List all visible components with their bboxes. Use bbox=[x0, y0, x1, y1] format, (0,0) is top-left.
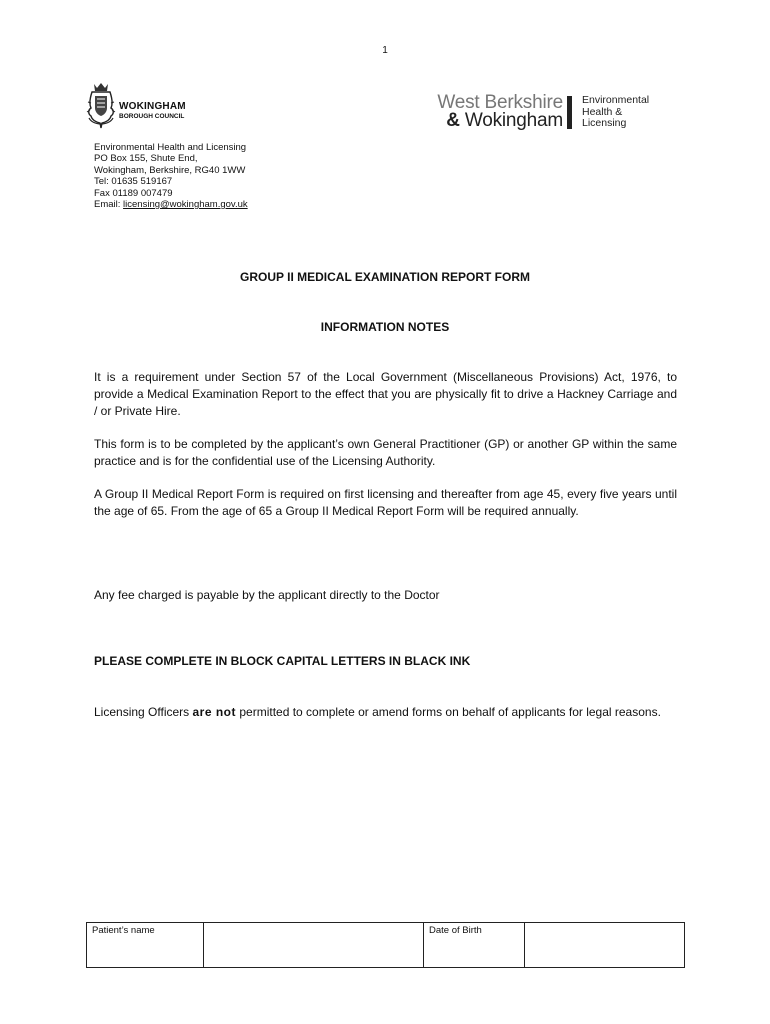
date-of-birth-field[interactable] bbox=[525, 923, 685, 968]
paragraph-requirement: It is a requirement under Section 57 of the Local Government (Miscellaneous Provisions) Act, 1976, to provide a Medical Examination Report to the effect that you are physically fit to drive a Hackney Carriage and / or Private Hire. bbox=[94, 370, 677, 418]
date-of-birth-label: Date of Birth bbox=[424, 923, 525, 968]
p5-end: permitted to complete or amend forms on behalf of applicants for legal reasons. bbox=[236, 705, 661, 719]
patient-details-table bbox=[86, 922, 685, 968]
patient-name-label: Patient’s name bbox=[87, 923, 204, 968]
table-row bbox=[87, 923, 685, 968]
wb-logo-wokingham: Wokingham bbox=[464, 110, 563, 131]
page-number: 1 bbox=[382, 45, 388, 56]
wb-dept-line1: Environmental bbox=[582, 94, 650, 106]
wokingham-logo-name: WOKINGHAM bbox=[119, 101, 186, 112]
email-link[interactable]: licensing@wokingham.gov.uk bbox=[123, 199, 248, 211]
wb-logo-line2 bbox=[446, 110, 563, 132]
wokingham-logo-subtitle: BOROUGH COUNCIL bbox=[119, 113, 185, 120]
address-email-row bbox=[94, 199, 248, 210]
paragraph-gp-completion: This form is to be completed by the applicant’s own General Practitioner (GP) or another GP within the same practice and is for the confidential use of the Licensing Authority. bbox=[94, 437, 677, 468]
email-label: Email: bbox=[94, 199, 124, 211]
form-title: GROUP II MEDICAL EXAMINATION REPORT FORM bbox=[239, 270, 530, 284]
p5-bold: are not bbox=[192, 705, 237, 719]
paragraph-licensing-officers bbox=[94, 704, 677, 721]
address-line2: PO Box 155, Shute End, bbox=[94, 153, 198, 165]
address-line3: Wokingham, Berkshire, RG40 1WW bbox=[94, 164, 246, 176]
paragraph-frequency: A Group II Medical Report Form is required on first licensing and thereafter from age 45, every five years until the age of 65. From the age of 65 a Group II Medical Report Form will be required annually. bbox=[94, 487, 677, 518]
address-block bbox=[94, 142, 248, 210]
wokingham-crest-icon bbox=[86, 82, 116, 130]
wb-dept-line2: Health & bbox=[582, 105, 623, 118]
patient-name-field[interactable] bbox=[204, 923, 424, 968]
paragraph-fee: Any fee charged is payable by the applicant directly to the Doctor bbox=[94, 588, 440, 602]
wokingham-logo bbox=[86, 82, 196, 132]
block-capitals-instruction: PLEASE COMPLETE IN BLOCK CAPITAL LETTERS IN BLACK INK bbox=[94, 654, 471, 668]
address-tel: Tel: 01635 519167 bbox=[94, 176, 173, 188]
address-fax: Fax 01189 007479 bbox=[94, 187, 173, 199]
wb-logo-divider bbox=[567, 96, 572, 129]
p5-start: Licensing Officers bbox=[94, 705, 193, 719]
address-line1: Environmental Health and Licensing bbox=[94, 142, 247, 153]
west-berkshire-wokingham-logo bbox=[430, 92, 670, 134]
wb-logo-department bbox=[582, 95, 649, 130]
information-notes-heading: INFORMATION NOTES bbox=[320, 320, 450, 334]
wb-logo-ampersand: & bbox=[446, 110, 460, 131]
wb-logo-line1: West Berkshire bbox=[437, 92, 563, 113]
wb-dept-line3: Licensing bbox=[582, 117, 627, 129]
